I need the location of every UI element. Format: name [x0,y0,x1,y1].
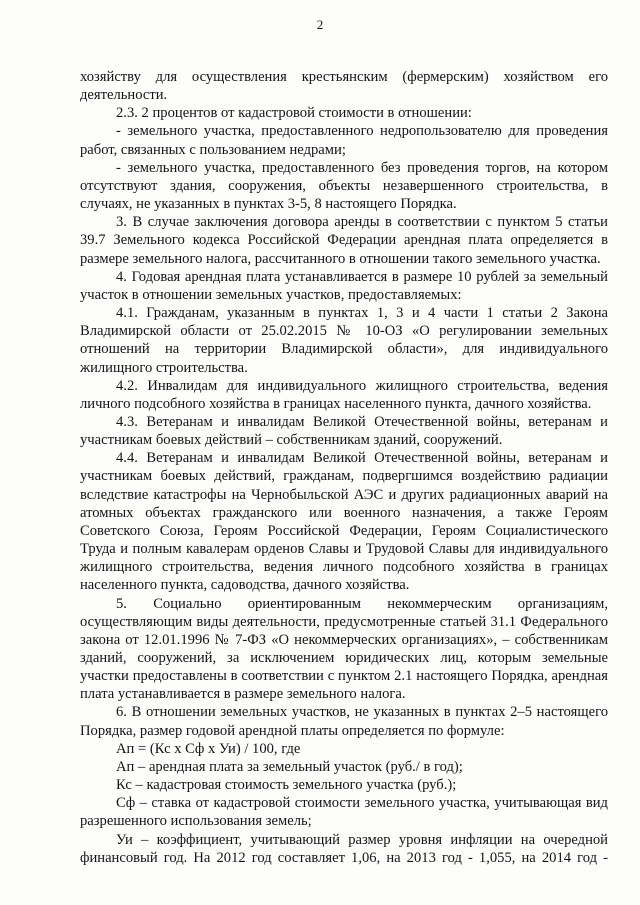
paragraph-continuation: хозяйству для осуществления крестьянским (фермерским) хозяйством его деятельности. [80,69,608,104]
paragraph-4-4: 4.4. Ветеранам и инвалидам Великой Отечественной войны, ветеранам и участникам боевых действий, гражданам, подвергшимся воздействию радиации вследствие катастрофы на Чернобыльской АЭС и других радиационных аварий на атомных объектах гражданского или военного назначения, а также Героям Советского Союза, Героям Российской Федерации, Героям Социалистического Труда и полным кавалерам орденов Славы и Трудовой Славы для индивидуального жилищного строительства, ведения личного подсобного хозяйства в границах населенного пункта, садоводства, дачного хозяйства. [80,450,608,594]
paragraph-2-3-item-1: - земельного участка, предоставленного недропользователю для проведения работ, связанных с пользованием недрами; [80,123,608,158]
paragraph-2-3: 2.3. 2 процентов от кадастровой стоимости в отношении: [116,105,472,122]
formula-definition-ks: Кс – кадастровая стоимость земельного участка (руб.); [116,777,457,794]
formula-line: Ап = (Кс х Сф х Уи) / 100, где [116,740,301,757]
paragraph-6: 6. В отношении земельных участков, не указанных в пунктах 2–5 настоящего Порядка, размер годовой арендной платы определяется по формуле: [80,704,608,739]
formula-definition-ap: Ап – арендная плата за земельный участок (руб./ в год); [116,758,463,775]
paragraph-2-3-item-2: - земельного участка, предоставленного без проведения торгов, на котором отсутствуют здания, сооружения, объекты незавершенного строительства, в случаях, не указанных в пунктах 3-5, 8 настоящего Порядка. [80,159,608,213]
formula-definition-ui: Уи – коэффициент, учитывающий размер уровня инфляции на очередной финансовый год. На 2012 год составляет 1,06, на 2013 год - 1,055, на 2014 год - [80,831,608,866]
page-number: 2 [316,17,324,32]
paragraph-4: 4. Годовая арендная плата устанавливается в размере 10 рублей за земельный участок в отношении земельных участков, предоставляемых: [80,268,608,303]
paragraph-3: 3. В случае заключения договора аренды в соответствии с пунктом 5 статьи 39.7 Земельного кодекса Российской Федерации арендная плата определяется в размере земельного налога, рассчитанного в отношении такого земельного участка. [80,214,608,267]
paragraph-4-2: 4.2. Инвалидам для индивидуального жилищного строительства, ведения личного подсобного хозяйства в границах населенного пункта, дачного хозяйства. [80,377,608,412]
paragraph-4-3: 4.3. Ветеранам и инвалидам Великой Отечественной войны, ветеранам и участникам боевых действий – собственникам зданий, сооружений. [80,413,608,449]
paragraph-5: 5. Социально ориентированным некоммерческим организациям, осуществляющим виды деятельности, предусмотренные статьей 31.1 Федерального закона от 12.01.1996 № 7-ФЗ «О некоммерческих организациях», – собственникам зданий, сооружений, за исключением юридических лиц, которым земельные участки предоставлены в соответствии с пунктом 2.1 настоящего Порядка, арендная плата устанавливается в размере земельного налога. [80,595,608,703]
document-body [80,68,608,867]
formula-definition-sf: Сф – ставка от кадастровой стоимости земельного участка, учитывающая вид разрешенного использования земель; [80,795,608,830]
paragraph-4-1: 4.1. Гражданам, указанным в пунктах 1, 3 и 4 части 1 статьи 2 Закона Владимирской области от 25.02.2015 № 10-ОЗ «О регулировании земельных отношений на территории Владимирской области», для индивидуального жилищного строительства. [80,305,608,376]
